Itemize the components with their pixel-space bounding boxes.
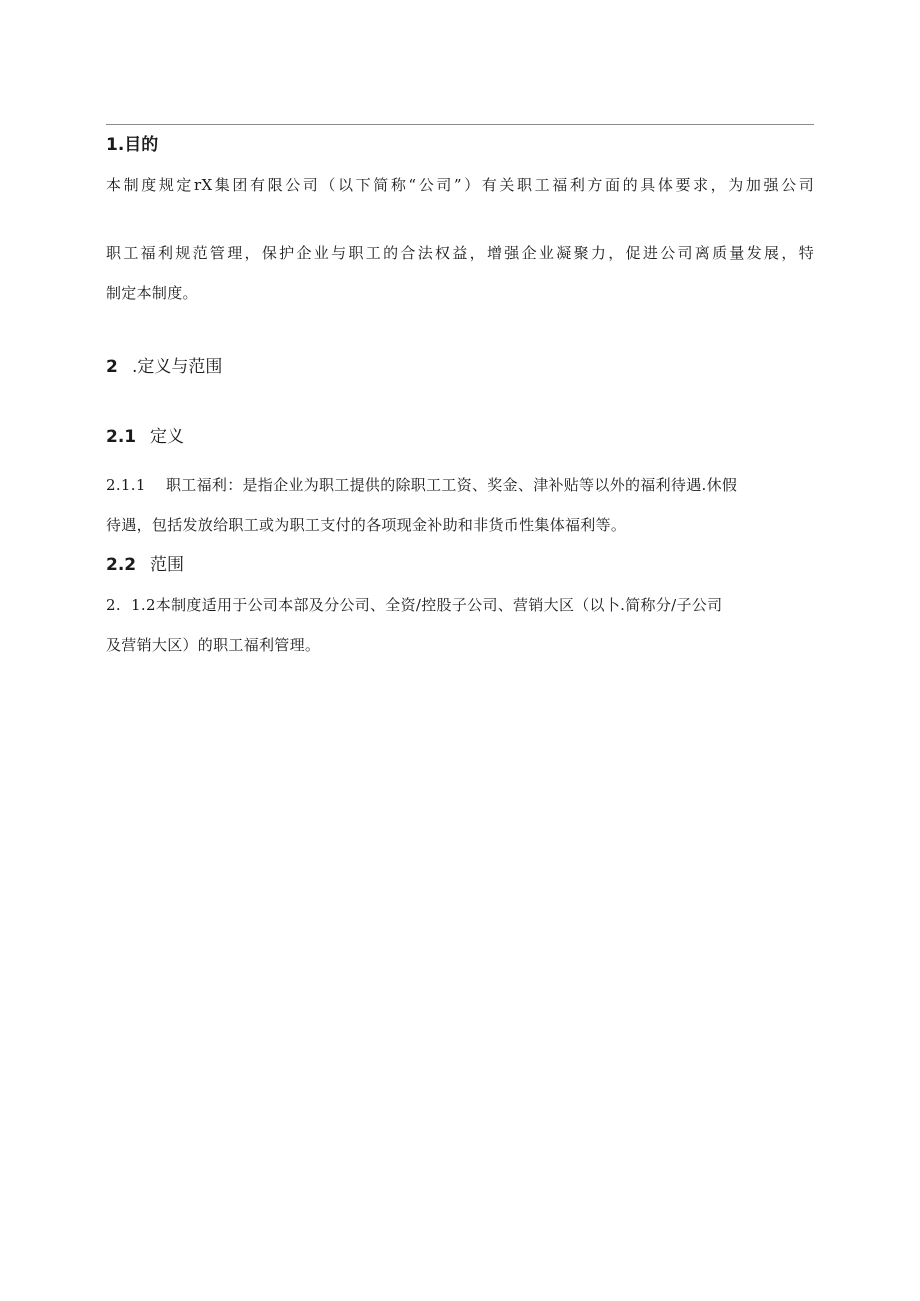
- clause-2-2-line-1: 2. 1.2本制度适用于公司本部及分公司、全资/控股子公司、营销大区（以卜.简称分/子公司: [106, 596, 723, 614]
- section-1-heading-text: 1.目的: [106, 135, 159, 155]
- section-1-paragraph-line-3: 制定本制度。: [106, 284, 198, 302]
- section-2-1-number: 2.1: [106, 427, 137, 447]
- header-rule: [106, 124, 814, 125]
- section-2-heading: [106, 356, 222, 378]
- section-1-paragraph-line-2: 职工福利规范管理，保护企业与职工的合法权益，增强企业凝聚力，促进公司离质量发展，特: [106, 244, 814, 262]
- clause-2-1-1-text: 职工福利：是指企业为职工提供的除职工工资、奖金、津补贴等以外的福利待遇.休假: [166, 476, 738, 494]
- section-2-1-heading: [106, 426, 184, 448]
- section-2-number: 2: [106, 357, 118, 377]
- clause-2-1-1-number: 2.1.1: [106, 476, 146, 494]
- clause-2-1-1-line-2: 待遇，包括发放给职工或为职工支付的各项现金补助和非货币性集体福利等。: [106, 516, 627, 534]
- section-1-paragraph-line-1: 本制度规定rX集团有限公司（以下简称“公司”）有关职工福利方面的具体要求，为加强公司: [106, 176, 814, 194]
- clause-2-2-line-2: 及营销大区）的职工福利管理。: [106, 636, 321, 654]
- section-1-heading: [106, 134, 158, 156]
- section-2-title: .定义与范围: [132, 357, 223, 377]
- section-2-2-number: 2.2: [106, 555, 137, 575]
- section-2-2-heading: [106, 554, 184, 576]
- section-2-1-title: 定义: [150, 427, 184, 447]
- section-2-2-title: 范围: [150, 555, 184, 575]
- clause-2-1-1-line-1: [106, 474, 814, 496]
